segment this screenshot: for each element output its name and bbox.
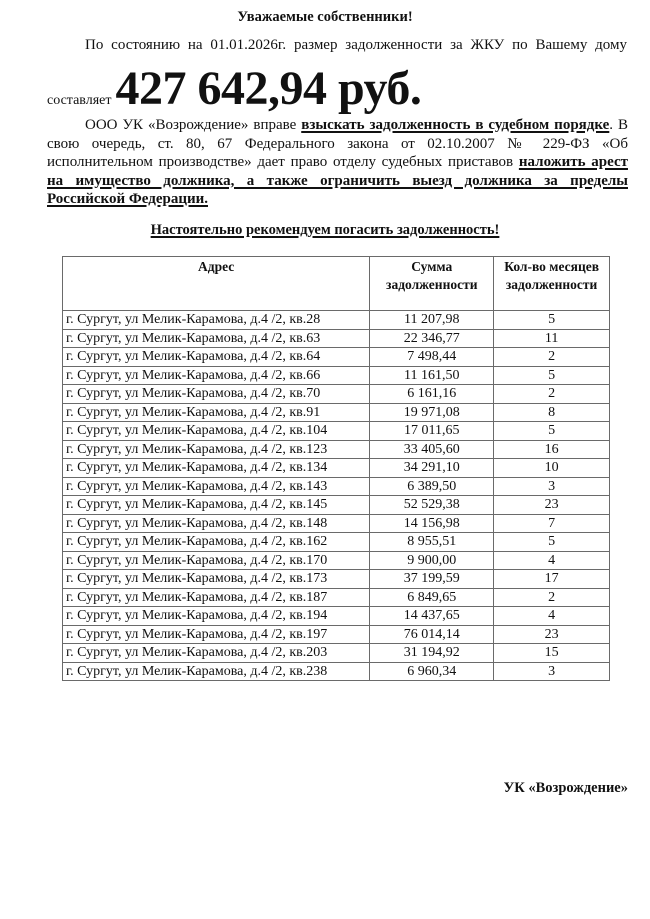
- cell-months: 23: [494, 496, 610, 515]
- cell-address: г. Сургут, ул Мелик-Карамова, д.4 /2, кв.238: [63, 662, 370, 681]
- cell-address: г. Сургут, ул Мелик-Карамова, д.4 /2, кв.170: [63, 551, 370, 570]
- table-row: [63, 496, 610, 515]
- cell-address: г. Сургут, ул Мелик-Карамова, д.4 /2, кв.63: [63, 329, 370, 348]
- legal-warning-paragraph: [47, 116, 628, 209]
- cell-sum: 6 960,34: [370, 662, 494, 681]
- cell-address: г. Сургут, ул Мелик-Карамова, д.4 /2, кв.197: [63, 625, 370, 644]
- cell-sum: 19 971,08: [370, 403, 494, 422]
- call-to-action-text: Настоятельно рекомендуем погасить задолженность!: [150, 222, 500, 238]
- cell-months: 5: [494, 533, 610, 552]
- cell-address: г. Сургут, ул Мелик-Карамова, д.4 /2, кв.148: [63, 514, 370, 533]
- cell-address: г. Сургут, ул Мелик-Карамова, д.4 /2, кв.162: [63, 533, 370, 552]
- cell-months: 15: [494, 644, 610, 663]
- legal-warning-text: [47, 116, 628, 209]
- seizure-emphasis: наложить арест на имущество должника, а также ограничить выезд должника за пределы Российской Федерации.: [47, 154, 628, 207]
- cell-months: 16: [494, 440, 610, 459]
- table-row: [63, 533, 610, 552]
- cell-sum: 6 389,50: [370, 477, 494, 496]
- warning-text-1: ООО УК «Возрождение» вправе: [85, 117, 302, 133]
- cell-address: г. Сургут, ул Мелик-Карамова, д.4 /2, кв.143: [63, 477, 370, 496]
- cell-months: 7: [494, 514, 610, 533]
- table-row: [63, 366, 610, 385]
- cell-address: г. Сургут, ул Мелик-Карамова, д.4 /2, кв.91: [63, 403, 370, 422]
- cell-sum: 11 207,98: [370, 311, 494, 330]
- table-row: [63, 403, 610, 422]
- table-row: [63, 459, 610, 478]
- cell-sum: 11 161,50: [370, 366, 494, 385]
- debtors-table: [62, 256, 610, 681]
- cell-address: г. Сургут, ул Мелик-Карамова, д.4 /2, кв.70: [63, 385, 370, 404]
- cell-address: г. Сургут, ул Мелик-Карамова, д.4 /2, кв.64: [63, 348, 370, 367]
- signature: УК «Возрождение»: [503, 780, 628, 796]
- table-row: [63, 570, 610, 589]
- cell-months: 2: [494, 385, 610, 404]
- greeting-heading: Уважаемые собственники!: [237, 9, 413, 25]
- cell-sum: 76 014,14: [370, 625, 494, 644]
- table-row: [63, 329, 610, 348]
- total-debt-amount: 427 642,94 руб.: [115, 62, 422, 115]
- cell-address: г. Сургут, ул Мелик-Карамова, д.4 /2, кв.203: [63, 644, 370, 663]
- cell-months: 23: [494, 625, 610, 644]
- cell-months: 8: [494, 403, 610, 422]
- table-row: [63, 385, 610, 404]
- header-sum: Сумма задолженности: [370, 257, 494, 311]
- amount-prefix: составляет: [47, 93, 112, 108]
- table-header-row: [63, 257, 610, 311]
- cell-sum: 6 161,16: [370, 385, 494, 404]
- call-to-action: [0, 222, 650, 239]
- cell-address: г. Сургут, ул Мелик-Карамова, д.4 /2, кв.187: [63, 588, 370, 607]
- table-row: [63, 422, 610, 441]
- cell-months: 11: [494, 329, 610, 348]
- cell-months: 4: [494, 551, 610, 570]
- cell-address: г. Сургут, ул Мелик-Карамова, д.4 /2, кв.173: [63, 570, 370, 589]
- warning-text-2: . В свою очередь, ст. 80, 67 Федерального закона от 02.10.2007 № 229-ФЗ «Об исполнительном производстве» дает право отделу судебных приставов: [47, 117, 628, 170]
- table-row: [63, 607, 610, 626]
- cell-months: 2: [494, 348, 610, 367]
- cell-sum: 31 194,92: [370, 644, 494, 663]
- table-row: [63, 348, 610, 367]
- cell-months: 3: [494, 477, 610, 496]
- cell-address: г. Сургут, ул Мелик-Карамова, д.4 /2, кв.66: [63, 366, 370, 385]
- total-amount-line: [47, 64, 627, 114]
- cell-sum: 33 405,60: [370, 440, 494, 459]
- cell-address: г. Сургут, ул Мелик-Карамова, д.4 /2, кв.104: [63, 422, 370, 441]
- table-row: [63, 588, 610, 607]
- cell-address: г. Сургут, ул Мелик-Карамова, д.4 /2, кв.145: [63, 496, 370, 515]
- cell-sum: 8 955,51: [370, 533, 494, 552]
- cell-sum: 6 849,65: [370, 588, 494, 607]
- cell-sum: 7 498,44: [370, 348, 494, 367]
- cell-sum: 37 199,59: [370, 570, 494, 589]
- cell-sum: 34 291,10: [370, 459, 494, 478]
- cell-address: г. Сургут, ул Мелик-Карамова, д.4 /2, кв.123: [63, 440, 370, 459]
- table-row: [63, 477, 610, 496]
- cell-months: 10: [494, 459, 610, 478]
- cell-sum: 14 437,65: [370, 607, 494, 626]
- cell-months: 5: [494, 422, 610, 441]
- intro-paragraph: По состоянию на 01.01.2026г. размер задолженности за ЖКУ по Вашему дому: [85, 37, 627, 53]
- cell-months: 17: [494, 570, 610, 589]
- table-row: [63, 311, 610, 330]
- cell-sum: 52 529,38: [370, 496, 494, 515]
- cell-sum: 9 900,00: [370, 551, 494, 570]
- cell-sum: 17 011,65: [370, 422, 494, 441]
- cell-address: г. Сургут, ул Мелик-Карамова, д.4 /2, кв.194: [63, 607, 370, 626]
- table-row: [63, 551, 610, 570]
- table-row: [63, 514, 610, 533]
- court-collection-emphasis: взыскать задолженность в судебном порядке: [301, 117, 610, 133]
- cell-sum: 14 156,98: [370, 514, 494, 533]
- header-months: Кол-во месяцев задолженности: [494, 257, 610, 311]
- cell-months: 5: [494, 311, 610, 330]
- cell-address: г. Сургут, ул Мелик-Карамова, д.4 /2, кв.28: [63, 311, 370, 330]
- cell-months: 3: [494, 662, 610, 681]
- table-body: [63, 311, 610, 681]
- cell-sum: 22 346,77: [370, 329, 494, 348]
- cell-months: 2: [494, 588, 610, 607]
- header-address: Адрес: [63, 257, 370, 311]
- cell-months: 4: [494, 607, 610, 626]
- table-row: [63, 662, 610, 681]
- cell-months: 5: [494, 366, 610, 385]
- table-row: [63, 625, 610, 644]
- table-row: [63, 440, 610, 459]
- cell-address: г. Сургут, ул Мелик-Карамова, д.4 /2, кв.134: [63, 459, 370, 478]
- table-row: [63, 644, 610, 663]
